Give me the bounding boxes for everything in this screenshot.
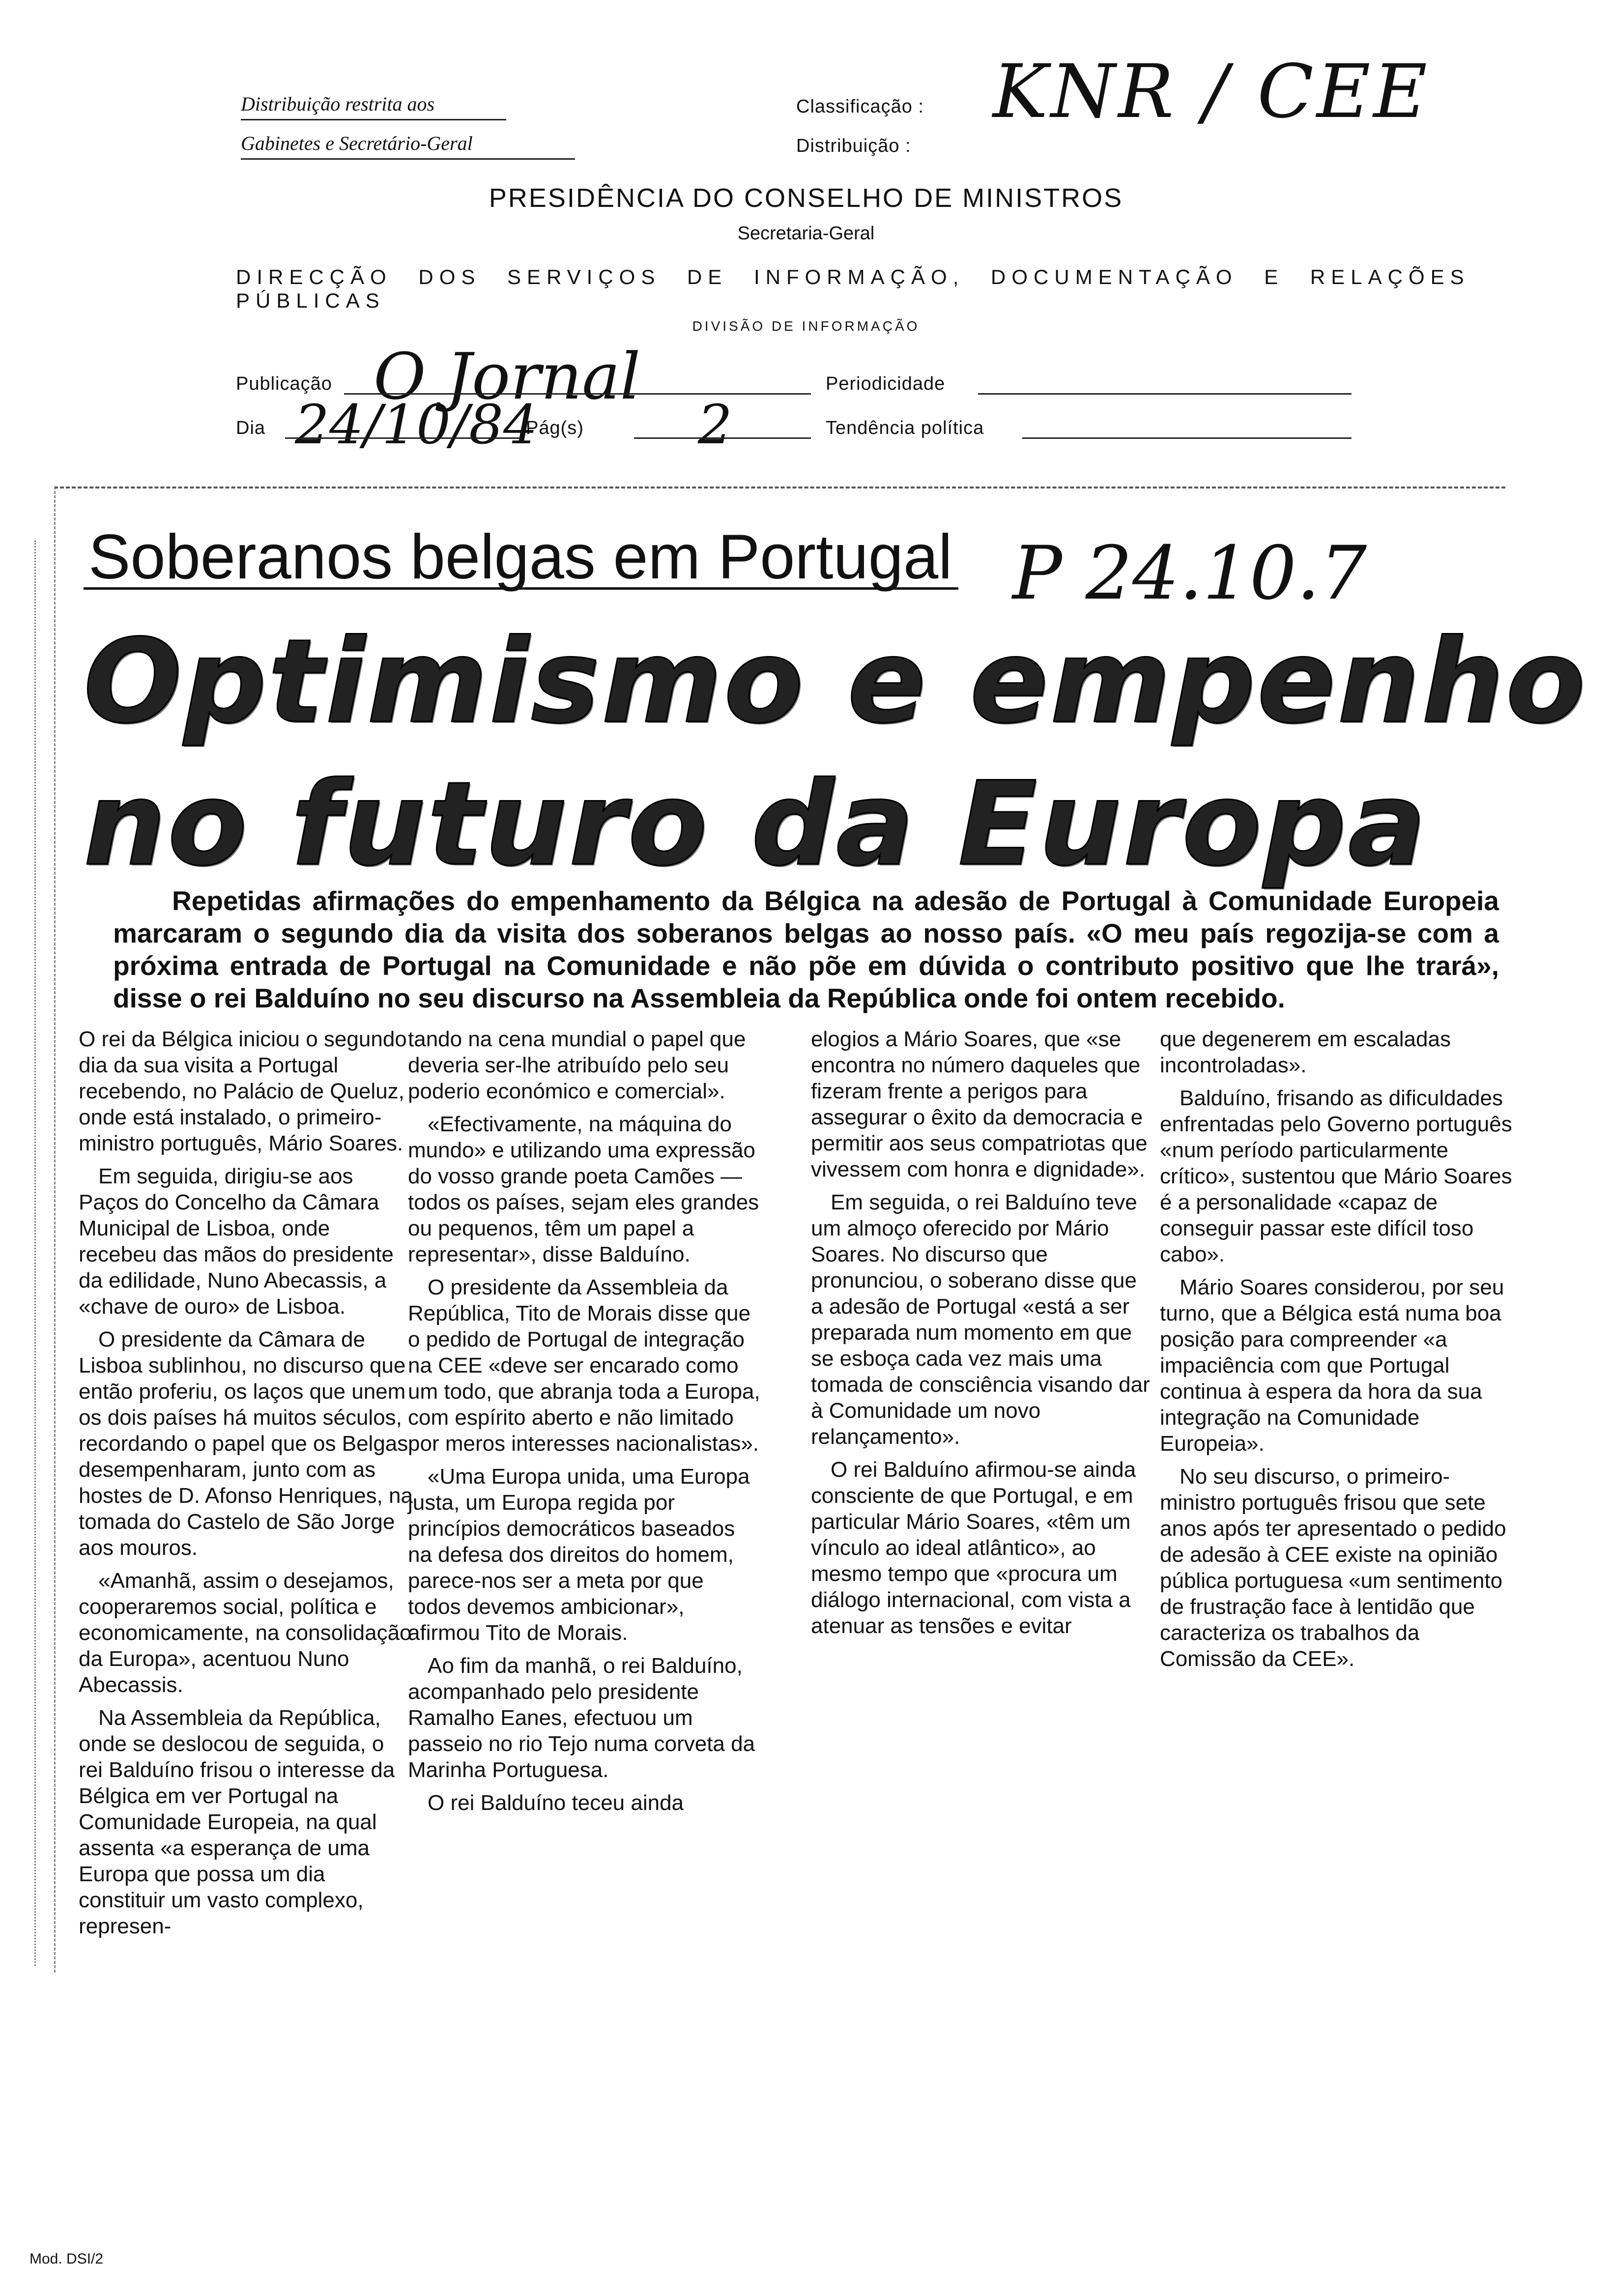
headline-line-1: Optimismo e empenho [84, 615, 1587, 749]
publicacao-value: O Jornal [374, 339, 641, 414]
article-column-1 [79, 1026, 413, 1946]
article-column-4 [1160, 1026, 1514, 1679]
handwritten-classification: KNR / CEE [993, 49, 1430, 135]
paragraph: Mário Soares considerou, por seu turno, que a Bélgica está numa boa posição para compreender «a impaciência com que Portugal continua à espera da hora da sua integração na Comunidade Europeia». [1160, 1275, 1504, 1456]
publicacao-label: Publicação [236, 373, 332, 394]
paragraph: No seu discurso, o primeiro-ministro português frisou que sete anos após ter apresentado o pedido de adesão à CEE existe na opinião pública portuguesa «um sentimento de frustração face à lentidão que caracteriza os trabalhos da Comissão da CEE». [1160, 1464, 1506, 1671]
tendencia-line [1022, 437, 1352, 439]
restricted-distribution-line1: Distribuição restrita aos [241, 93, 435, 115]
paragraph: Ao fim da manhã, o rei Balduíno, acompanhado pelo presidente Ramalho Eanes, efectuou um passeio no rio Tejo numa corveta da Marinha Portuguesa. [408, 1654, 755, 1782]
restricted-underline-1 [241, 119, 506, 120]
periodicidade-label: Periodicidade [826, 373, 946, 394]
pags-line [634, 437, 811, 439]
article-column-2 [408, 1026, 762, 1823]
divisao-informacao: DIVISÃO DE INFORMAÇÃO [692, 318, 920, 334]
classificacao-label: Classificação : [796, 96, 924, 117]
paragraph: O presidente da Câmara de Lisboa sublinhou, no discurso que então proferiu, os laços que unem os dois países há muitos séculos, recordando o papel que os Belgas desempenharam, junto com as hostes de D. Afonso Henriques, na tomada do Castelo de São Jorge aos mouros. [79, 1327, 413, 1560]
dia-line [285, 437, 521, 439]
article-kicker: Soberanos belgas em Portugal [88, 522, 952, 592]
paragraph: «Uma Europa unida, uma Europa justa, um Europa regida por princípios democráticos baseados na defesa dos direitos do homem, parece-nos ser a meta por que todos devemos ambicionar», afirmou Tito de Morais. [408, 1464, 750, 1645]
organization-title: PRESIDÊNCIA DO CONSELHO DE MINISTROS [489, 183, 1123, 213]
distribuicao-label: Distribuição : [796, 136, 911, 156]
periodicidade-line [978, 393, 1352, 395]
secretaria-geral: Secretaria-Geral [737, 223, 875, 244]
restricted-underline-2 [241, 158, 575, 160]
headline-line-2: no futuro da Europa [84, 757, 1428, 891]
article-lead: Repetidas afirmações do empenhamento da Bélgica na adesão de Portugal à Comunidade Europeia marcaram o segundo dia da visita dos soberanos belgas ao nosso país. «O meu país regozija-se com a próxima entrada de Portugal na Comunidade e não põe em dúvida o contributo positivo que lhe trará», disse o rei Balduíno no seu discurso na Assembleia da República onde foi ontem recebido. [113, 886, 1499, 1013]
dia-value: 24/10/84 [295, 393, 538, 456]
paragraph: O presidente da Assembleia da República, Tito de Morais disse que o pedido de Portugal de integração na CEE «deve ser encarado como um todo, que abranja toda a Europa, com espírito aberto e não limitado por meros interesses nacionalistas». [408, 1275, 760, 1456]
paragraph: O rei da Bélgica iniciou o segundo dia da sua visita a Portugal recebendo, no Palácio de Queluz, onde está instalado, o primeiro-ministro português, Mário Soares. [79, 1027, 407, 1155]
paragraph: Balduíno, frisando as dificuldades enfrentadas pelo Governo português «num período particularmente crítico», sustentou que Mário Soares é a personalidade «capaz de conseguir passar este difícil toso cabo». [1160, 1086, 1512, 1266]
dia-label: Dia [236, 418, 266, 438]
paragraph: tando na cena mundial o papel que deveria ser-lhe atribuído pelo seu poderio económico e comercial». [408, 1027, 746, 1103]
clipping-margin-marks [34, 541, 42, 1966]
article-column-3 [811, 1026, 1150, 1646]
paragraph: que degenerem em escaladas incontroladas». [1160, 1027, 1451, 1077]
paragraph: Na Assembleia da República, onde se deslocou de seguida, o rei Balduíno frisou o interesse da Bélgica em ver Portugal na Comunidade Europeia, na qual assenta «a esperança de uma Europa que possa um dia constituir um vasto complexo, represen- [79, 1706, 395, 1938]
tendencia-label: Tendência política [826, 418, 984, 438]
handwritten-note: P 24.10.7 [1012, 531, 1367, 616]
paragraph: Em seguida, dirigiu-se aos Paços do Concelho da Câmara Municipal de Lisboa, onde recebeu das mãos do presidente da edilidade, Nuno Abecassis, a «chave de ouro» de Lisboa. [79, 1164, 394, 1319]
direccao-servicos: DIRECÇÃO DOS SERVIÇOS DE INFORMAÇÃO, DOCUMENTAÇÃO E RELAÇÕES PÚBLICAS [236, 265, 1470, 312]
paragraph: «Efectivamente, na máquina do mundo» e utilizando uma expressão do vosso grande poeta Camões — todos os países, sejam eles grandes ou pequenos, têm um papel a representar», disse Balduíno. [408, 1112, 759, 1266]
paragraph: Em seguida, o rei Balduíno teve um almoço oferecido por Mário Soares. No discurso que pronunciou, o soberano disse que a adesão de Portugal «está a ser preparada num momento em que se esboça cada vez mais uma tomada de consciência visando dar à Comunidade um novo relançamento». [811, 1190, 1150, 1449]
paragraph: elogios a Mário Soares, que «se encontra no número daqueles que fizeram frente a perigos para assegurar o êxito da democracia e permitir aos seus compatriotas que vivessem com honra e dignidade». [811, 1027, 1148, 1181]
paragraph: O rei Balduíno teceu ainda [428, 1791, 684, 1815]
model-label: Mod. DSI/2 [29, 2251, 104, 2267]
restricted-distribution-line2: Gabinetes e Secretário-Geral [241, 132, 473, 154]
pags-label: Pág(s) [526, 418, 584, 438]
kicker-underline [84, 587, 958, 590]
paragraph: O rei Balduíno afirmou-se ainda consciente de que Portugal, e em particular Mário Soares, «têm um vínculo ao ideal atlântico», ao mesmo tempo que «procura um diálogo internacional, com vista a atenuar as tensões e evitar [811, 1458, 1136, 1638]
pags-value: 2 [698, 393, 732, 456]
paragraph: «Amanhã, assim o desejamos, cooperaremos social, política e economicamente, na consolidação da Europa», acentuou Nuno Abecassis. [79, 1569, 412, 1697]
